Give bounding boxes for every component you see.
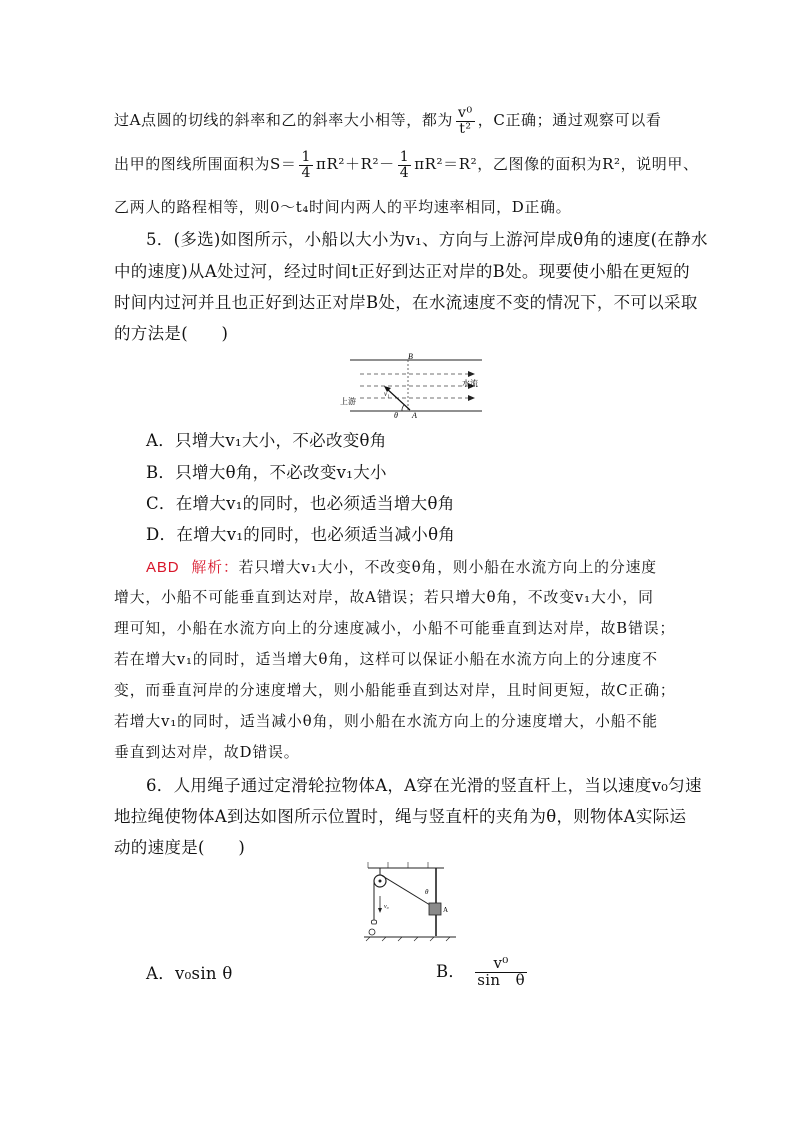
q6-line-1: 6．人用绳子通过定滑轮拉物体A，A穿在光滑的竖直杆上，当以速度v₀匀速	[146, 776, 702, 795]
q5-option-c: C．在增大v₁的同时，也必须适当增大θ角	[146, 494, 455, 513]
q5-line-4: 的方法是( )	[114, 324, 229, 343]
q5-analysis-line-3: 理可知，小船在水流方向上的分速度减小，小船不可能垂直到达对岸，故B错误；	[114, 620, 676, 637]
q5-analysis-line-4: 若在增大v₁的同时，适当增大θ角，这样可以保证小船在水流方向上的分速度不	[114, 651, 658, 668]
ground-hatch	[382, 937, 386, 941]
q5-option-b: B．只增大θ角，不必改变v₁大小	[146, 463, 387, 482]
label-theta: θ	[394, 411, 398, 420]
label-v0: v₀	[384, 904, 389, 910]
q5-analysis-line-7: 垂直到达对岸，故D错误。	[114, 744, 300, 761]
fraction-one-quarter	[299, 150, 313, 180]
prev-solution-line-3: 乙两人的路程相等，则0～t₄时间内两人的平均速率相同，D正确。	[114, 198, 572, 216]
text-span: 若只增大v₁大小，不改变θ角，则小船在水流方向上的分速度	[238, 559, 657, 576]
flow-arrowhead	[468, 395, 475, 401]
pulley-axle	[379, 880, 382, 883]
q6-line-2: 地拉绳使物体A到达如图所示位置时，绳与竖直杆的夹角为θ，则物体A实际运	[114, 807, 687, 826]
ground-hatch	[398, 937, 402, 941]
ground-hatch	[446, 937, 450, 941]
fraction-numerator: 1	[399, 149, 410, 165]
analysis-label: 解析：	[191, 559, 239, 576]
person-hand-icon	[369, 929, 375, 935]
hand-icon	[371, 920, 376, 924]
rope-to-block	[381, 875, 430, 905]
fraction-v0-sin-theta	[475, 956, 527, 989]
answer-key: ABD	[146, 559, 180, 576]
label-v1: v₁	[384, 390, 390, 398]
label-B: B	[408, 352, 413, 361]
label-A: A	[443, 906, 449, 914]
text-span: 出甲的图线所围面积为S＝	[114, 155, 297, 174]
q5-option-d: D．在增大v₁的同时，也必须适当减小θ角	[146, 525, 456, 544]
label-A: A	[412, 411, 417, 420]
ground-hatch	[366, 937, 370, 941]
text-span: πR²＝R²，乙图像的面积为R²，说明甲、	[414, 155, 699, 174]
fraction-numerator: 1	[301, 149, 311, 165]
theta-arc	[402, 405, 404, 411]
flow-arrowhead	[468, 371, 475, 377]
fraction-one-quarter	[398, 150, 412, 180]
q5-analysis-line-2: 增大，小船不可能垂直到达对岸，故A错误；若只增大θ角，不改变v₁大小，同	[114, 589, 654, 606]
fraction-numerator: v⁰	[475, 956, 527, 973]
fraction-denominator: 4	[301, 164, 311, 181]
q5-analysis-line-5: 变，而垂直河岸的分速度增大，则小船能垂直到达对岸，且时间更短，故C正确；	[114, 682, 676, 699]
fraction-denominator: t²	[459, 120, 472, 137]
text-span: ，C正确；通过观察可以看	[477, 111, 662, 130]
ground-hatch	[430, 937, 434, 941]
label-theta: θ	[425, 888, 429, 896]
v0-arrowhead	[378, 908, 382, 913]
v1-vector	[386, 388, 410, 410]
fraction-numerator: v⁰	[458, 105, 473, 121]
q5-line-1: 5．(多选)如图所示，小船以大小为v₁、方向与上游河岸成θ角的速度(在静水	[146, 230, 708, 249]
q6-line-3: 动的速度是( )	[114, 838, 246, 857]
q5-analysis-line-1	[146, 560, 657, 576]
prev-solution-line-1	[114, 106, 661, 136]
q5-line-2: 中的速度)从A处过河，经过时间t正好到达正对岸的B处。现要使小船在更短的	[114, 262, 690, 281]
prev-solution-line-2	[114, 150, 699, 180]
ground-hatch	[414, 937, 418, 941]
fraction-denominator: 4	[399, 164, 410, 181]
fraction-denominator: sin θ	[477, 970, 525, 989]
fraction-v0-t2	[456, 106, 475, 136]
label-upstream: 上游	[340, 397, 356, 406]
q5-option-a: A．只增大v₁大小，不必改变θ角	[146, 431, 387, 450]
q5-analysis-line-6: 若增大v₁的同时，适当减小θ角，则小船在水流方向上的分速度增大，小船不能	[114, 713, 658, 730]
pulley-figure	[360, 862, 460, 942]
q6-option-a: A．v₀sin θ	[146, 964, 233, 983]
option-prefix: B．	[436, 961, 466, 981]
block-A	[429, 903, 441, 915]
river-crossing-figure	[338, 350, 486, 420]
text-span: 过A点圆的切线的斜率和乙的斜率大小相等，都为	[114, 111, 454, 130]
text-span: πR²＋R²－	[316, 155, 395, 174]
q6-option-b	[436, 956, 530, 989]
label-flow: 水流	[462, 379, 478, 388]
q5-line-3: 时间内过河并且也正好到达正对岸B处，在水流速度不变的情况下，不可以采取	[114, 293, 698, 312]
